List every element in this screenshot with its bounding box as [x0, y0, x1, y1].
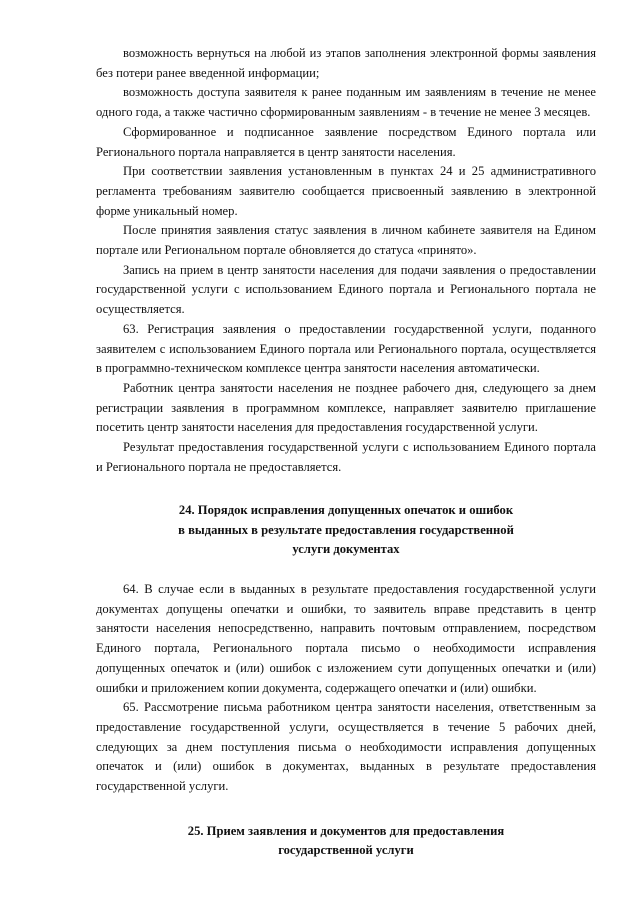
paragraph-item-63: 63. Регистрация заявления о предоставлении государственной услуги, поданного заявителем с использованием Единого портала или Регионального портала, осуществляется в программно-техническом комплексе центра занятости населения автоматически.	[96, 321, 596, 376]
section-24-heading-line-3: услуги документах	[292, 541, 400, 556]
paragraph-no-appointment: Запись на прием в центр занятости населения для подачи заявления о предоставлении государственной услуги с использованием Единого портала и Регионального портала не осуществляется.	[96, 262, 596, 317]
section-25-heading-line-2: государственной услуги	[278, 843, 414, 858]
paragraph-submission: Сформированное и подписанное заявление посредством Единого портала или Регионального портала направляется в центр занятости населения.	[96, 124, 596, 159]
paragraph-access-previous: возможность доступа заявителя к ранее поданным им заявлениям в течение не менее одного года, а также частично сформированным заявлениям - в течение не менее 3 месяцев.	[96, 85, 596, 120]
paragraph-item-64: 64. В случае если в выданных в результате предоставления государственной услуги документах допущены опечатки и ошибки, то заявитель вправе представить в центр занятости населения непосредственно, направить почтовым отправлением, посредством Единого портала, Регионального портала письмо о необходимости исправления допущенных опечаток и (или) ошибок с изложением сути допущенных опечатки и (или) ошибки и приложением копии документа, содержащего опечатки и (или) ошибки.	[96, 582, 596, 695]
section-24-heading-line-2: в выданных в результате предоставления государственной	[178, 522, 514, 537]
section-25-heading-line-1: 25. Прием заявления и документов для предоставления	[187, 823, 505, 838]
paragraph-return-to-step: возможность вернуться на любой из этапов заполнения электронной формы заявления без потери ранее введенной информации;	[96, 46, 596, 80]
section-24-heading	[96, 501, 596, 559]
paragraph-status-accepted: После принятия заявления статус заявления в личном кабинете заявителя на Едином портале или Региональном портале обновляется до статуса «принято».	[96, 223, 596, 258]
paragraph-item-65: 65. Рассмотрение письма работником центра занятости населения, ответственным за предоставление государственной услуги, осуществляется в течение 5 рабочих дней, следующих за днем поступления письма о необходимости исправления допущенных опечаток и (или) ошибок в документах, выданных в результате предоставления государственной услуги.	[96, 700, 596, 794]
section-25-heading	[96, 822, 596, 860]
paragraph-unique-number: При соответствии заявления установленным в пунктах 24 и 25 административного регламента требованиям заявителю сообщается присвоенный заявлению в электронной форме уникальный номер.	[96, 164, 596, 218]
paragraph-invitation: Работник центра занятости населения не позднее рабочего дня, следующего за днем регистрации заявления в программном комплексе, направляет заявителю приглашение посетить центр занятости населения для предоставления государственной услуги.	[96, 380, 596, 435]
section-24-heading-line-1: 24. Порядок исправления допущенных опечаток и ошибок	[178, 503, 514, 518]
document-page	[96, 44, 596, 860]
paragraph-result: Результат предоставления государственной услуги с использованием Единого портала и Регионального портала не предоставляется.	[96, 440, 596, 474]
